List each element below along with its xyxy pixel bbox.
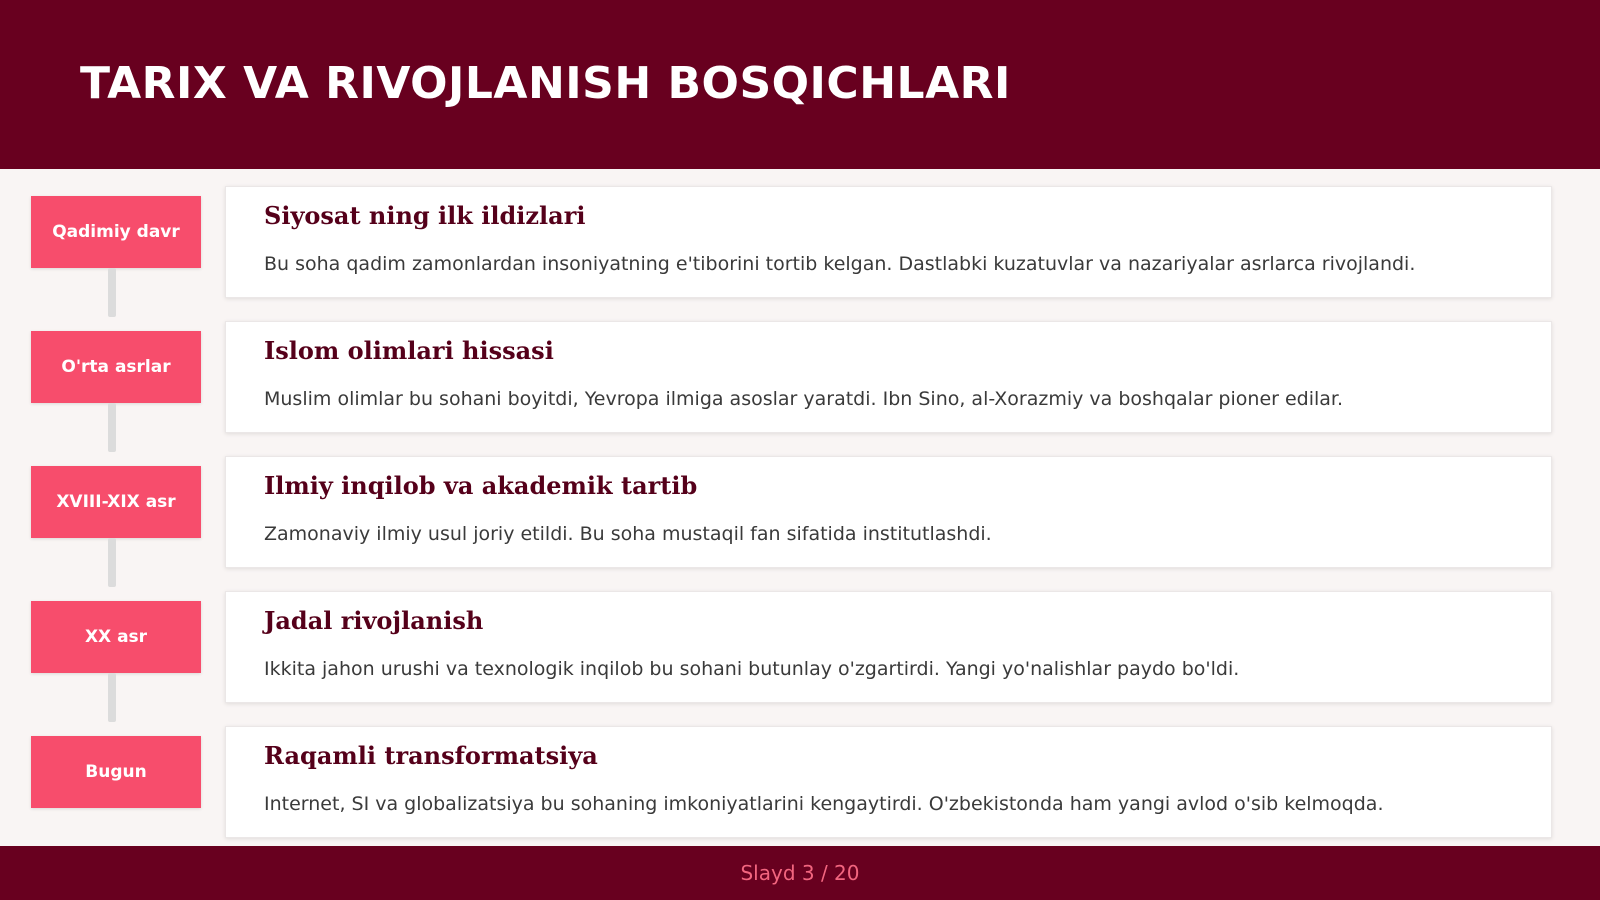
- card-description: Bu soha qadim zamonlardan insoniyatning e'tiborini tortib kelgan. Dastlabki kuzatuvlar va nazariyalar asrlarca rivojlandi.: [264, 253, 1416, 275]
- card-title: Jadal rivojlanish: [264, 606, 484, 635]
- timeline-card: [225, 726, 1552, 838]
- timeline-row: [0, 574, 1600, 688]
- slide-header: [0, 0, 1600, 169]
- card-title: Siyosat ning ilk ildizlari: [264, 201, 586, 230]
- slide-footer: [0, 846, 1600, 900]
- card-title: Raqamli transformatsiya: [264, 741, 598, 770]
- timeline-row: [0, 709, 1600, 823]
- period-badge: O'rta asrlar: [31, 331, 201, 403]
- card-description: Internet, SI va globalizatsiya bu sohaning imkoniyatlarini kengaytirdi. O'zbekistonda ham yangi avlod o'sib kelmoqda.: [264, 793, 1384, 815]
- timeline-card: [225, 186, 1552, 298]
- timeline-card: [225, 456, 1552, 568]
- card-title: Islom olimlari hissasi: [264, 336, 554, 365]
- timeline: [0, 169, 1600, 846]
- card-description: Ikkita jahon urushi va texnologik inqilob bu sohani butunlay o'zgartirdi. Yangi yo'nalishlar paydo bo'ldi.: [264, 658, 1240, 680]
- period-badge: XX asr: [31, 601, 201, 673]
- card-description: Zamonaviy ilmiy usul joriy etildi. Bu soha mustaqil fan sifatida institutlashdi.: [264, 523, 992, 545]
- period-badge: Bugun: [31, 736, 201, 808]
- slide-number: Slayd 3 / 20: [740, 861, 860, 885]
- timeline-row: [0, 439, 1600, 553]
- card-description: Muslim olimlar bu sohani boyitdi, Yevropa ilmiga asoslar yaratdi. Ibn Sino, al-Xorazmiy va boshqalar pioner edilar.: [264, 388, 1344, 410]
- timeline-row: [0, 304, 1600, 418]
- timeline-card: [225, 591, 1552, 703]
- period-badge: Qadimiy davr: [31, 196, 201, 268]
- slide-title: TARIX VA RIVOJLANISH BOSQICHLARI: [80, 58, 1011, 109]
- timeline-row: [0, 169, 1600, 283]
- period-badge: XVIII-XIX asr: [31, 466, 201, 538]
- card-title: Ilmiy inqilob va akademik tartib: [264, 471, 698, 500]
- timeline-card: [225, 321, 1552, 433]
